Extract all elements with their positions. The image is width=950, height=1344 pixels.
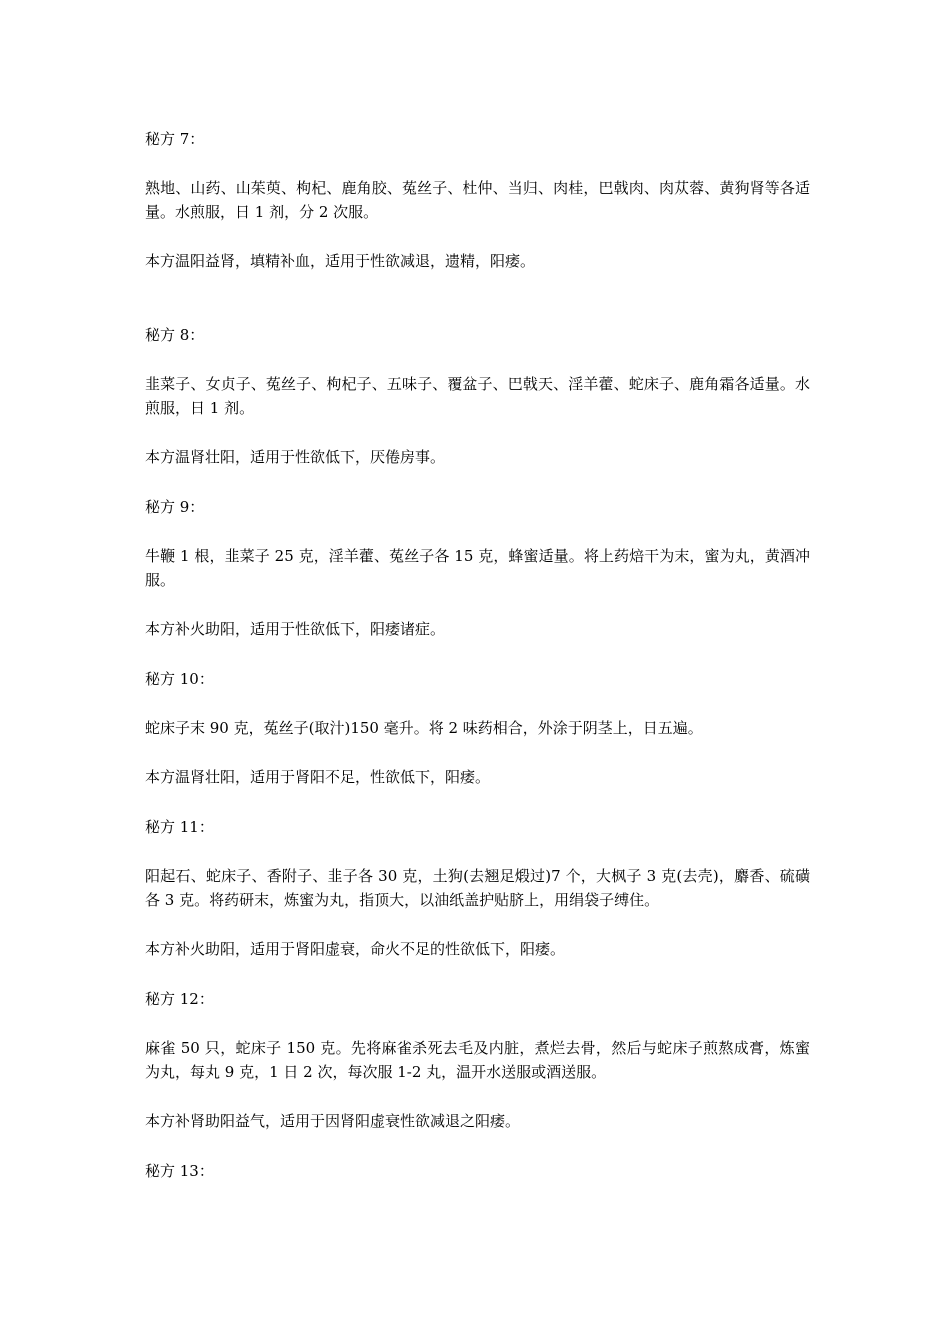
- recipe-9-effect: 本方补火助阳，适用于性欲低下，阳痿诸症。: [145, 620, 446, 638]
- recipe-13-heading: 秘方 13：: [145, 1162, 214, 1180]
- document-page: [145, 127, 810, 1183]
- recipe-11-heading: 秘方 11：: [145, 818, 214, 836]
- recipe-8-ingredients: 韭菜子、女贞子、菟丝子、枸杞子、五味子、覆盆子、巴戟天、淫羊藿、蛇床子、鹿角霜各适量。水煎服，日 1 剂。: [145, 375, 810, 417]
- recipe-12-effect: 本方补肾助阳益气，适用于因肾阳虚衰性欲减退之阳痿。: [145, 1112, 521, 1130]
- recipe-10-heading: 秘方 10：: [145, 670, 214, 688]
- recipe-7-heading: 秘方 7：: [145, 130, 205, 148]
- recipe-11-ingredients: 阳起石、蛇床子、香附子、韭子各 30 克，土狗(去翘足煅过)7 个，大枫子 3 克(去壳)，麝香、硫磺各 3 克。将药研末，炼蜜为丸，指顶大，以油纸盖护贴脐上，用绢袋子缚住。: [145, 867, 810, 909]
- recipe-10-effect: 本方温肾壮阳，适用于肾阳不足，性欲低下，阳痿。: [145, 768, 491, 786]
- recipe-12-heading: 秘方 12：: [145, 990, 214, 1008]
- recipe-7-ingredients: 熟地、山药、山茱萸、枸杞、鹿角胶、菟丝子、杜仲、当归、肉桂，巴戟肉、肉苁蓉、黄狗肾等各适量。水煎服，日 1 剂，分 2 次服。: [145, 179, 810, 221]
- recipe-9-ingredients: 牛鞭 1 根，韭菜子 25 克，淫羊藿、菟丝子各 15 克，蜂蜜适量。将上药焙干为末，蜜为丸，黄酒冲服。: [145, 547, 810, 589]
- recipe-10-ingredients: 蛇床子末 90 克，菟丝子(取汁)150 毫升。将 2 味药相合，外涂于阴茎上，日五遍。: [145, 719, 703, 737]
- recipe-8-effect: 本方温肾壮阳，适用于性欲低下，厌倦房事。: [145, 448, 446, 466]
- recipe-9-heading: 秘方 9：: [145, 498, 205, 516]
- recipe-12-ingredients: 麻雀 50 只，蛇床子 150 克。先将麻雀杀死去毛及内脏，煮烂去骨，然后与蛇床子煎熬成膏，炼蜜为丸，每丸 9 克，1 日 2 次，每次服 1-2 丸，温开水送服或酒送服。: [145, 1039, 810, 1081]
- recipe-7-effect: 本方温阳益肾，填精补血，适用于性欲减退，遗精，阳痿。: [145, 252, 536, 270]
- recipe-11-effect: 本方补火助阳，适用于肾阳虚衰，命火不足的性欲低下，阳痿。: [145, 940, 566, 958]
- recipe-8-heading: 秘方 8：: [145, 326, 205, 344]
